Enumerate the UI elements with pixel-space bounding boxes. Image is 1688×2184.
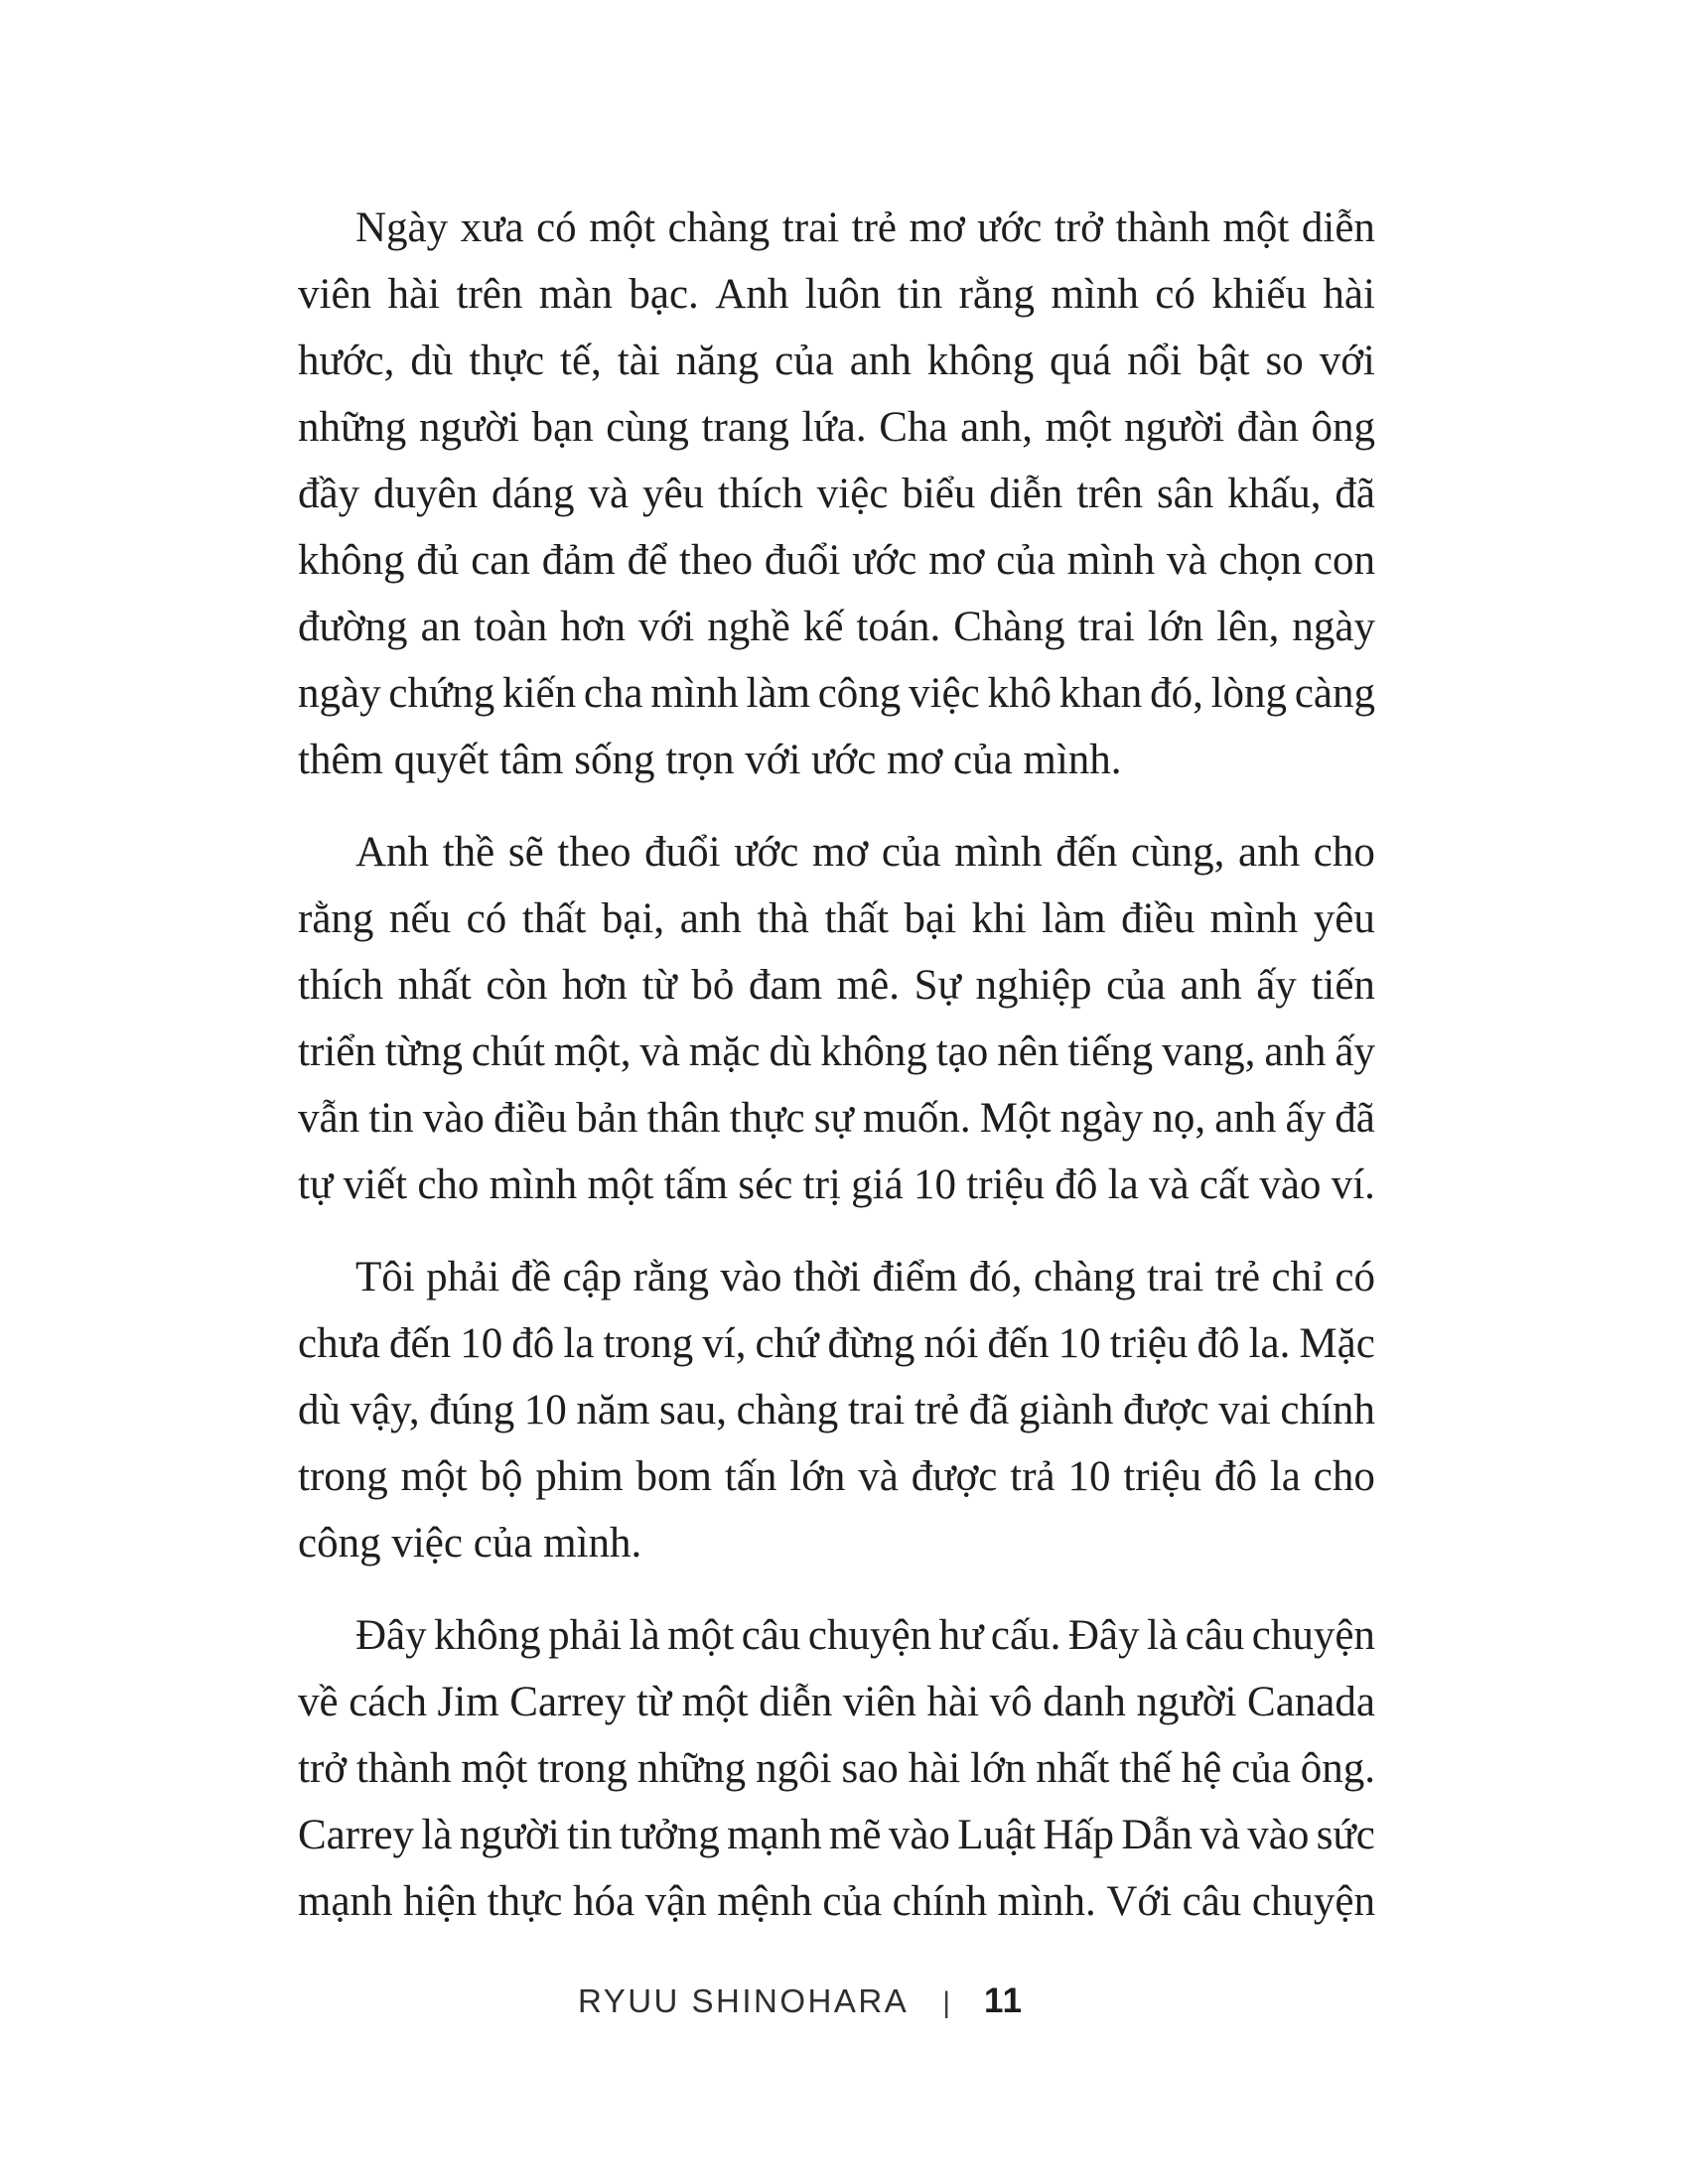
footer-page-number: 11 xyxy=(984,1981,1024,2020)
text-line: Anh thề sẽ theo đuổi ước mơ của mình đến cùng, anh cho xyxy=(355,829,1375,876)
text-line: những người bạn cùng trang lứa. Cha anh, một người đàn ông xyxy=(298,404,1375,451)
text-line: mạnh hiện thực hóa vận mệnh của chính mình. Với câu chuyện xyxy=(298,1878,1375,1925)
text-line: thêm quyết tâm sống trọn với ước mơ của mình. xyxy=(298,737,1122,783)
text-line: không đủ can đảm để theo đuổi ước mơ của mình và chọn con xyxy=(298,537,1375,584)
text-line: rằng nếu có thất bại, anh thà thất bại khi làm điều mình yêu xyxy=(298,895,1375,942)
paragraph xyxy=(298,819,1375,1218)
page-footer xyxy=(578,1981,1023,2021)
text-line: thích nhất còn hơn từ bỏ đam mê. Sự nghiệp của anh ấy tiến xyxy=(298,962,1375,1009)
text-line: trong một bộ phim bom tấn lớn và được trả 10 triệu đô la cho xyxy=(298,1453,1375,1500)
paragraph xyxy=(298,1244,1375,1576)
text-line: dù vậy, đúng 10 năm sau, chàng trai trẻ đã giành được vai chính xyxy=(298,1387,1375,1433)
text-line: công việc của mình. xyxy=(298,1520,642,1567)
footer-separator: | xyxy=(942,1986,951,2019)
text-line: viên hài trên màn bạc. Anh luôn tin rằng mình có khiếu hài xyxy=(298,271,1375,318)
page-text xyxy=(298,195,1375,1961)
text-line: ngày chứng kiến cha mình làm công việc khô khan đó, lòng càng xyxy=(298,670,1375,717)
paragraph xyxy=(298,1602,1375,1935)
text-line: triển từng chút một, và mặc dù không tạo nên tiếng vang, anh ấy xyxy=(298,1028,1375,1075)
text-line: trở thành một trong những ngôi sao hài lớn nhất thế hệ của ông. xyxy=(298,1745,1375,1792)
text-line: Carrey là người tin tưởng mạnh mẽ vào Luật Hấp Dẫn và vào sức xyxy=(298,1812,1375,1858)
text-line: tự viết cho mình một tấm séc trị giá 10 triệu đô la và cất vào ví. xyxy=(298,1161,1375,1208)
text-line: Ngày xưa có một chàng trai trẻ mơ ước trở thành một diễn xyxy=(355,205,1375,251)
text-line: chưa đến 10 đô la trong ví, chứ đừng nói đến 10 triệu đô la. Mặc xyxy=(298,1320,1375,1367)
text-line: đầy duyên dáng và yêu thích việc biểu diễn trên sân khấu, đã xyxy=(298,471,1375,517)
text-line: về cách Jim Carrey từ một diễn viên hài vô danh người Canada xyxy=(298,1679,1375,1725)
text-line: Tôi phải đề cập rằng vào thời điểm đó, chàng trai trẻ chỉ có xyxy=(355,1254,1375,1300)
text-line: hước, dù thực tế, tài năng của anh không quá nổi bật so với xyxy=(298,338,1375,384)
text-line: vẫn tin vào điều bản thân thực sự muốn. Một ngày nọ, anh ấy đã xyxy=(298,1095,1375,1142)
text-line: Đây không phải là một câu chuyện hư cấu. Đây là câu chuyện xyxy=(355,1612,1375,1659)
footer-author: RYUU SHINOHARA xyxy=(577,1982,910,2019)
paragraph xyxy=(298,195,1375,793)
text-line: đường an toàn hơn với nghề kế toán. Chàng trai lớn lên, ngày xyxy=(298,604,1375,650)
